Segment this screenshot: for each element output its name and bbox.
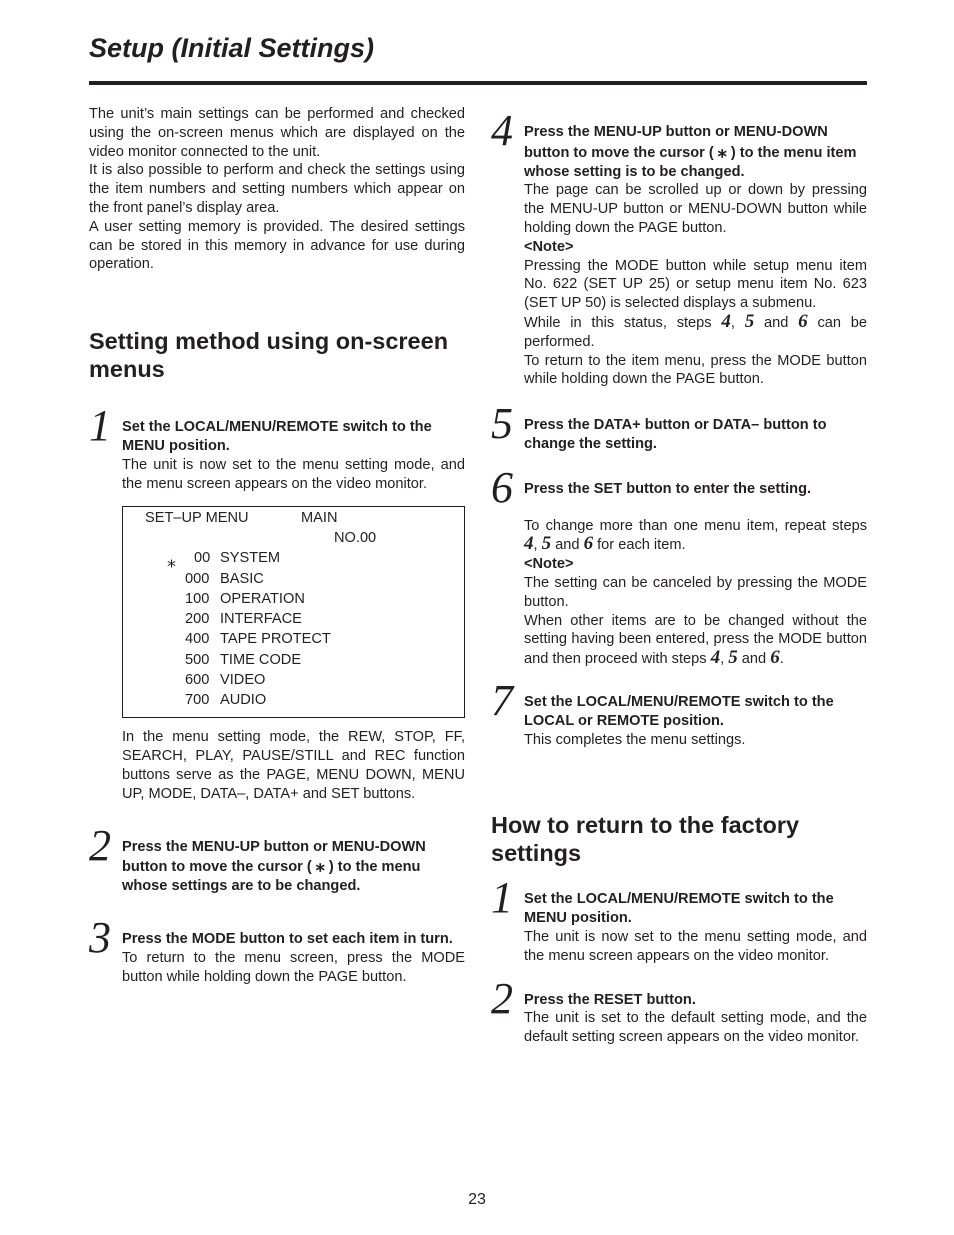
menu-item-code: 200 [185,611,210,628]
step-number: 3 [89,912,111,962]
step-number: 2 [491,973,513,1023]
status-text: While in this status, steps 4, 5 and 6 can be performed. [524,310,867,350]
menu-item-code: 700 [185,692,210,709]
step-1 [89,401,465,493]
intro-paragraph: A user setting memory is provided. The desired settings can be stored in this memory in advance for use during operation. [89,218,465,273]
step-2 [89,820,465,896]
menu-item-label: TIME CODE [220,652,302,669]
factory-step-2 [491,973,867,1047]
menu-item-label: SYSTEM [220,550,281,567]
menu-page-number: NO.00 [334,530,377,547]
step-instruction: Set the LOCAL/MENU/REMOTE switch to the MENU position. [122,419,432,454]
note-text: Pressing the MODE button while setup menu item No. 622 (SET UP 25) or setup menu item No. 623 (SET UP 50) is selected displays a submenu. [524,257,867,312]
step-instruction: Set the LOCAL/MENU/REMOTE switch to the LOCAL or REMOTE position. [524,693,834,729]
section-heading-onscreen-menus: Setting method using on-screen menus [89,328,449,383]
step-5 [491,399,867,454]
note-label: <Note> [524,556,574,573]
step-4 [491,106,867,389]
menu-item-label: TAPE PROTECT [220,631,331,648]
menu-item-code: 00 [194,550,211,567]
menu-item-code: 500 [185,652,210,669]
note-text: When other items are to be changed without the setting having been entered, press the MODE button and then proceed with steps 4, 5 and 6. [524,612,867,669]
button-function-note: In the menu setting mode, the REW, STOP, FF, SEARCH, PLAY, PAUSE/STILL and REC function buttons serve as the PAGE, MENU DOWN, MENU UP, MODE, DATA–, DATA+ and SET buttons. [122,729,465,802]
step-number: 5 [491,399,513,449]
left-column [89,105,465,986]
menu-item-code: 100 [185,591,210,608]
menu-item-label: BASIC [220,571,264,588]
step-body: The unit is now set to the menu setting mode, and the menu screen appears on the video monitor. [122,456,465,492]
factory-step-1 [491,873,867,965]
step-instruction: Press the MENU-UP button or MENU-DOWN button to move the cursor ( ⁎ ) to the menu item whose setting is to be changed. [524,124,857,180]
menu-item-code: 400 [185,631,210,648]
step-instruction: Press the MODE button to set each item in turn. [122,930,453,947]
step-instruction: Press the RESET button. [524,991,696,1008]
section-heading-factory-settings: How to return to the factory settings [491,812,800,867]
intro-paragraph: The unit’s main settings can be performed and checked using the on-screen menus which are displayed on the video monitor connected to the unit. [89,106,465,160]
menu-subtitle: MAIN [301,510,338,527]
step-body: The unit is now set to the menu setting mode, and the menu screen appears on the video monitor. [524,928,867,964]
menu-title: SET–UP MENU [145,510,249,527]
step-instruction: Press the DATA+ button or DATA– button to change the setting. [524,417,827,452]
step-body: The page can be scrolled up or down by pressing the MENU-UP button or MENU-DOWN button while holding down the PAGE button. [524,182,867,236]
step-body: This completes the menu settings. [524,731,746,748]
setup-menu-screen [122,506,465,718]
return-text: To return to the item menu, press the MODE button while holding down the PAGE button. [524,352,867,388]
step-instruction: Press the MENU-UP button or MENU-DOWN button to move the cursor ( ⁎ ) to the menu whose settings are to be changed. [122,838,426,895]
step-1-continued [89,728,465,803]
menu-item-label: INTERFACE [220,611,302,628]
step-number: 1 [89,401,111,451]
page-number: 23 [468,1191,486,1208]
note-label: <Note> [524,238,574,255]
intro-paragraph: It is also possible to perform and check the settings using the item numbers and setting numbers which appear on the front panel’s display area. [89,162,465,216]
step-body: The unit is set to the default setting mode, and the default setting screen appears on the video monitor. [524,1010,867,1046]
menu-item-code: 600 [185,672,210,689]
cursor-asterisk-icon: ⁎ [717,140,727,161]
step-number: 2 [89,820,111,870]
page-title: Setup (Initial Settings) [89,33,375,63]
menu-item-label: OPERATION [220,591,305,608]
step-number: 7 [491,675,513,725]
step-number: 1 [491,873,513,923]
step-body: To return to the menu screen, press the MODE button while holding down the PAGE button. [122,949,465,985]
title-rule [89,81,867,85]
menu-item-label: AUDIO [220,692,267,709]
right-column [491,106,867,1047]
cursor-asterisk-icon: ⁎ [315,855,325,876]
menu-item-label: VIDEO [220,672,266,689]
step-number: 6 [491,462,513,512]
menu-item-code: 000 [185,571,210,588]
step-6 [491,462,867,669]
step-number: 4 [491,106,513,155]
step-7 [491,675,867,749]
step-instruction: Set the LOCAL/MENU/REMOTE switch to the MENU position. [524,891,834,927]
cursor-asterisk-icon: ⁎ [167,551,176,572]
repeat-text: To change more than one menu item, repeat steps 4, 5 and 6 for each item. [524,517,867,555]
note-text: The setting can be canceled by pressing the MODE button. [524,574,867,610]
intro [89,105,465,274]
step-3 [89,912,465,986]
step-instruction: Press the SET button to enter the setting. [524,480,812,497]
